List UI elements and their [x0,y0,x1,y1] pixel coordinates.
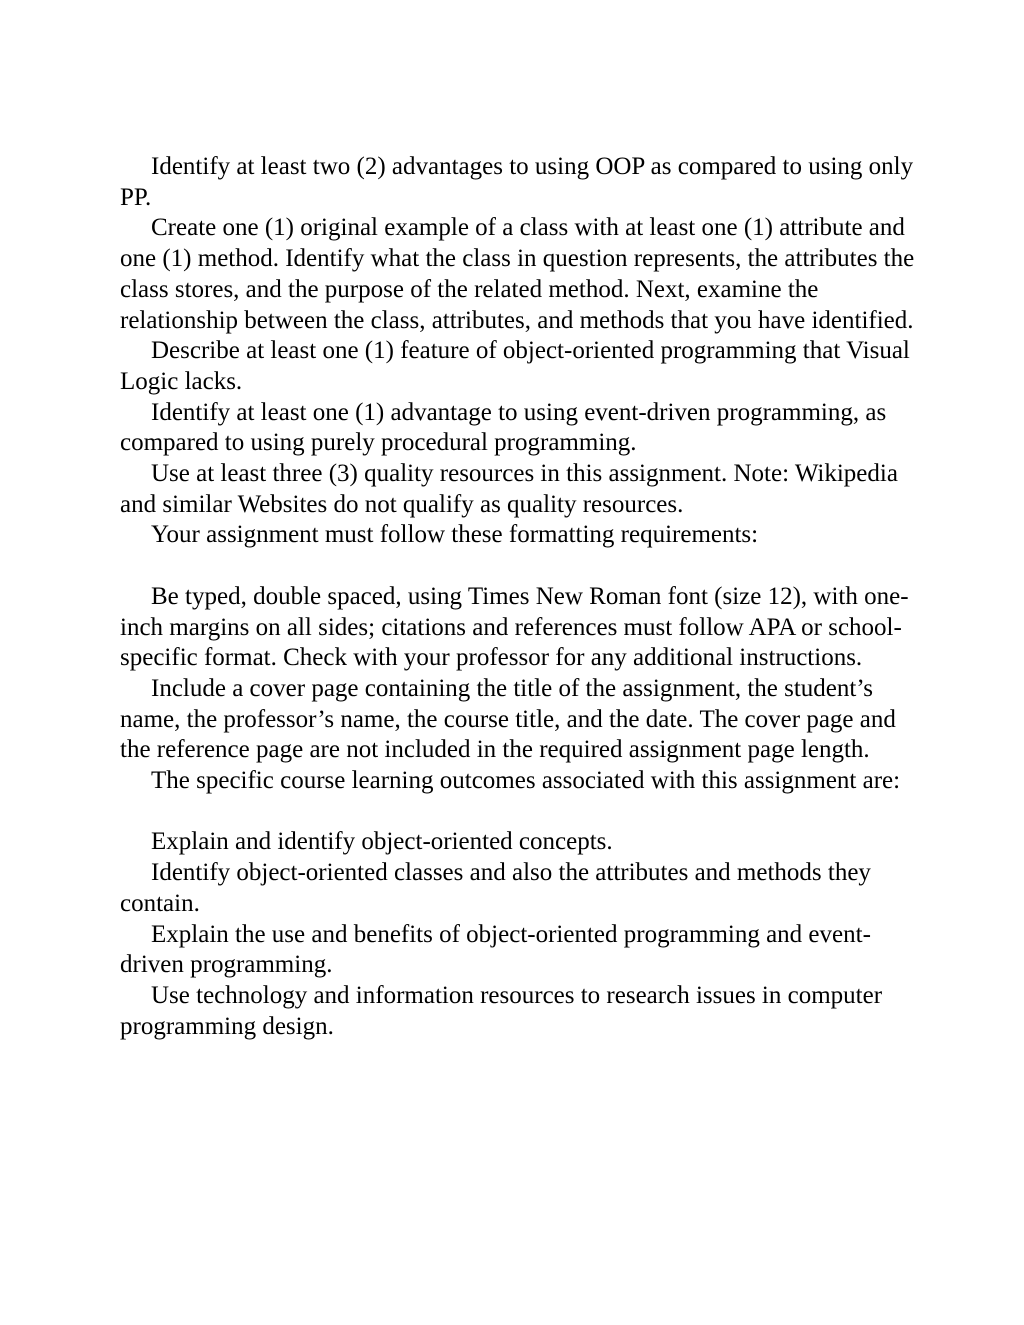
paragraph-visual-logic: Describe at least one (1) feature of object-oriented programming that Visual Logic lacks. [120,337,910,395]
paragraph-outcome-research: Use technology and information resources to research issues in computer programming design. [120,981,883,1040]
paragraph-outcome-classes: Identify object-oriented classes and also the attributes and methods they contain. [120,859,871,917]
paragraph-event-driven: Identify at least one (1) advantage to using event-driven programming, as compared to using purely procedural programming. [120,398,887,457]
paragraph-oop-advantages: Identify at least two (2) advantages to using OOP as compared to using only PP. [120,153,914,211]
paragraph-resources: Use at least three (3) quality resources in this assignment. Note: Wikipedia and similar Websites do not qualify as quality resources. [120,460,898,518]
paragraph-outcome-concepts: Explain and identify object-oriented concepts. [151,828,613,856]
blank-line [120,797,920,828]
paragraph-cover-page: Include a cover page containing the title of the assignment, the student’s name, the professor’s name, the course title, and the date. The cover page and the reference page are not included in the required assignment page length. [120,674,896,764]
paragraph-outcome-benefits: Explain the use and benefits of object-oriented programming and event-driven programming. [120,920,871,979]
paragraph-formatting-intro: Your assignment must follow these formatting requirements: [151,521,759,549]
document-body [120,152,920,1042]
paragraph-typing-requirements: Be typed, double spaced, using Times New Roman font (size 12), with one-inch margins on all sides; citations and references must follow APA or school-specific format. Check with your professor for any additional instructions. [120,582,909,672]
paragraph-outcomes-intro: The specific course learning outcomes associated with this assignment are: [151,767,901,795]
paragraph-class-example: Create one (1) original example of a class with at least one (1) attribute and one (1) method. Identify what the class in question represents, the attributes the class stores, and the purpose of the related method. Next, examine the relationship between the class, attributes, and methods that you have identified. [120,214,915,334]
blank-line [120,551,920,582]
